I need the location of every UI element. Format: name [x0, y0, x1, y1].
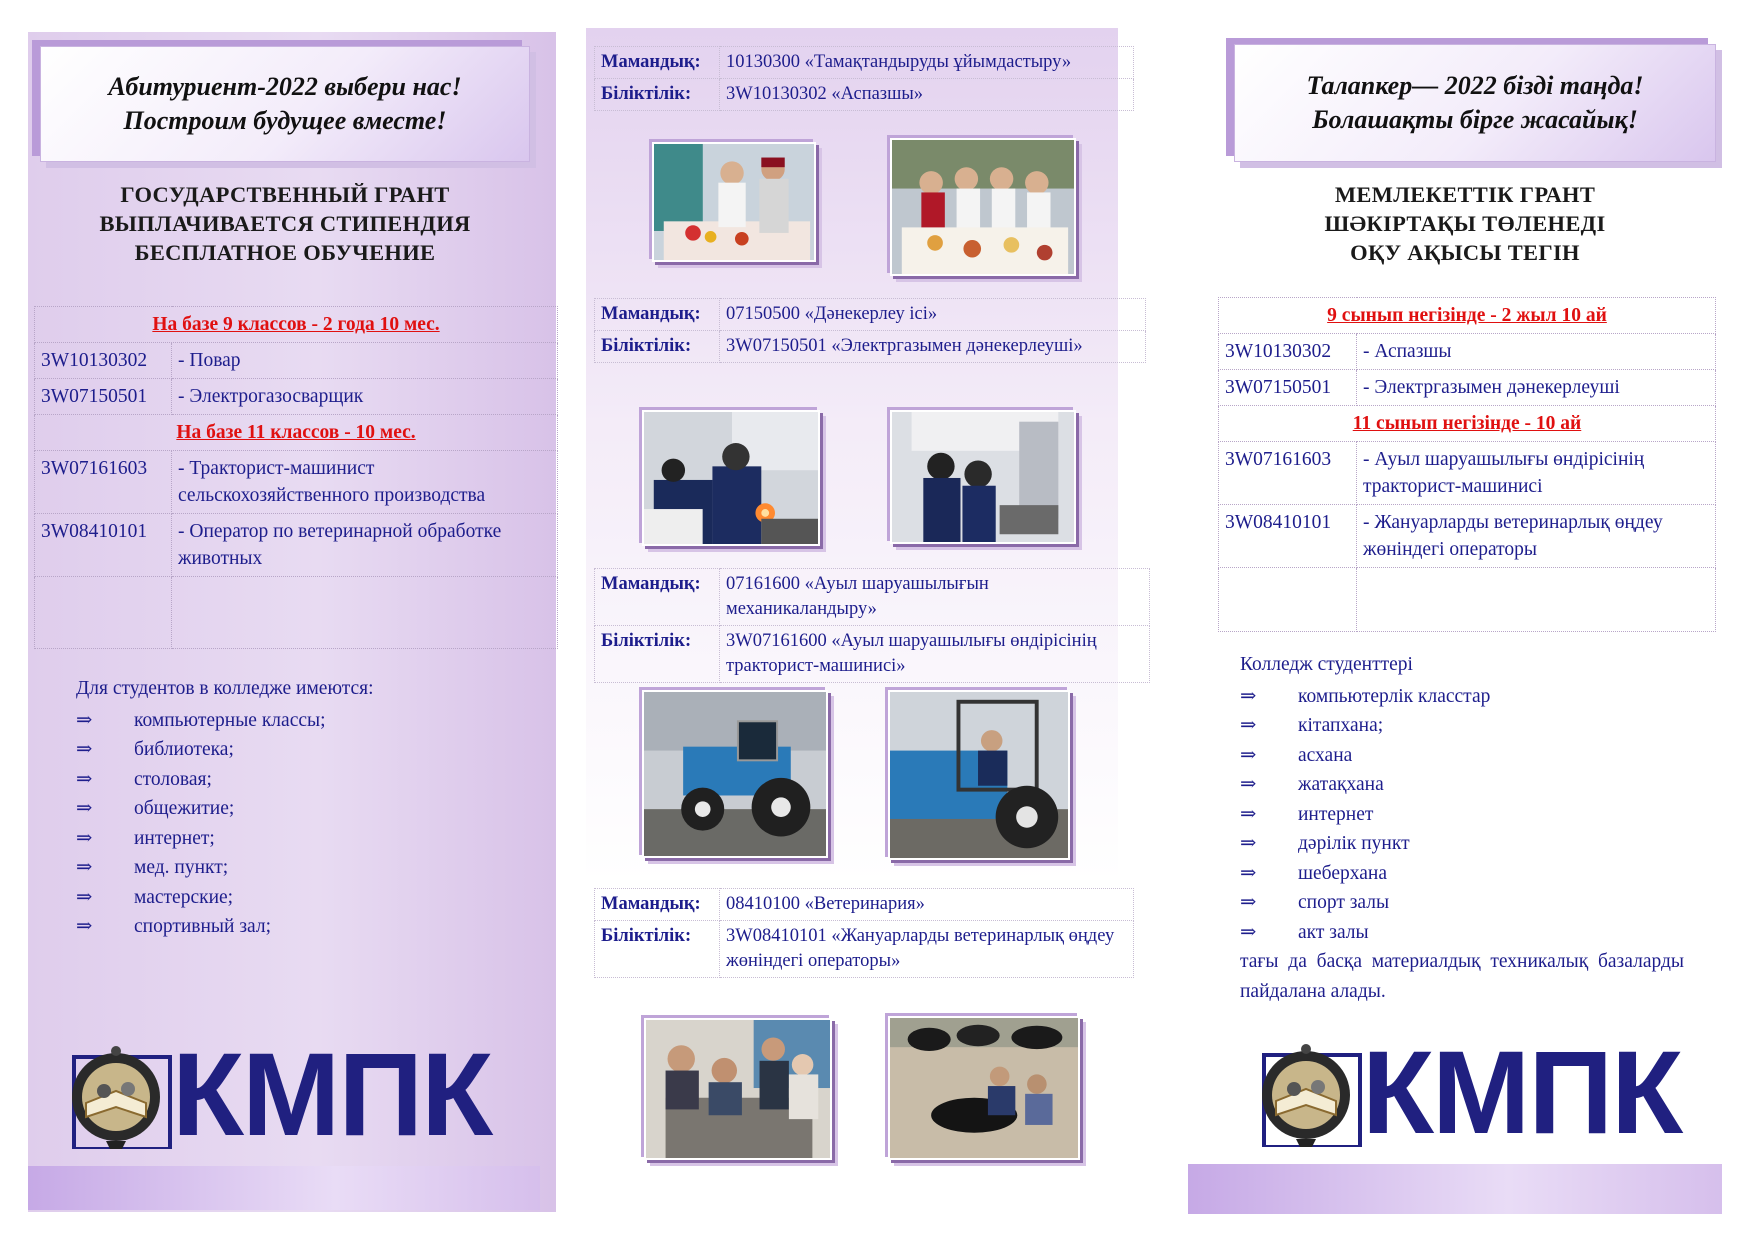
left-title-line-2: Построим будущее вместе! — [123, 106, 447, 135]
program-code: 3W07161603 — [1219, 442, 1357, 505]
arrow-bullet-icon: ⇒ — [76, 857, 93, 878]
list-item: ⇒ спортивный зал; — [76, 912, 516, 942]
table-row — [35, 514, 558, 577]
qualification-label: Біліктілік: — [595, 626, 720, 683]
specialty-value: 10130300 «Тамақтандыруды ұйымдастыру» — [720, 47, 1134, 79]
table-row — [595, 299, 1146, 331]
table-row — [1219, 505, 1716, 568]
left-college-logo — [66, 1029, 492, 1161]
list-item: ⇒ интернет; — [76, 824, 516, 854]
arrow-bullet-icon: ⇒ — [76, 768, 93, 790]
arrow-bullet-icon: ⇒ — [76, 798, 93, 819]
table-row — [595, 47, 1134, 79]
table-row — [1219, 334, 1716, 370]
program-code: 3W10130302 — [35, 343, 172, 379]
table-row — [1219, 442, 1716, 505]
qualification-label: Біліктілік: — [595, 79, 720, 111]
left-footer-bar — [28, 1166, 540, 1210]
logo-text: КМПК — [172, 1029, 492, 1161]
list-item: ⇒ библиотека; — [76, 735, 516, 765]
specialty-value: 08410100 «Ветеринария» — [720, 889, 1134, 921]
program-name: - Ауыл шаруашылығы өндірісінің тракторист-машинисі — [1357, 442, 1716, 505]
arrow-bullet-icon: ⇒ — [1240, 803, 1257, 825]
program-code: 3W07150501 — [1219, 370, 1357, 406]
spec-table-tractor — [594, 568, 1150, 683]
right-title-line-2: Болашақты бірге жасайық! — [1312, 105, 1638, 134]
arrow-bullet-icon: ⇒ — [76, 827, 93, 849]
right-title-line-1: Талапкер— 2022 бізді таңда! — [1306, 71, 1644, 100]
right-base11-header: 11 сынып негізінде - 10 ай — [1219, 406, 1716, 442]
table-row — [595, 331, 1146, 363]
arrow-bullet-icon: ⇒ — [1240, 892, 1257, 913]
list-item: ⇒ компьютерные классы; — [76, 706, 516, 736]
specialty-label: Мамандық: — [595, 889, 720, 921]
qualification-value: 3W07150501 «Электргазымен дәнекерлеуші» — [720, 331, 1146, 363]
photo-cooking-table — [890, 138, 1076, 276]
right-heading-line-1: МЕМЛЕКЕТТІК ГРАНТ — [1334, 182, 1596, 207]
right-college-logo — [1256, 1027, 1682, 1159]
list-item: ⇒ дәрілік пункт — [1240, 829, 1684, 859]
list-item: ⇒ жатақхана — [1240, 770, 1684, 800]
table-row — [35, 451, 558, 514]
photo-blue-tractor — [642, 690, 828, 858]
left-facilities-list — [76, 674, 516, 942]
program-name: - Оператор по ветеринарной обработке животных — [172, 514, 558, 577]
specialty-value: 07161600 «Ауыл шаруашылығын механикаландыру» — [720, 569, 1150, 626]
photo-welding-workshop — [642, 410, 820, 546]
arrow-bullet-icon: ⇒ — [1240, 862, 1257, 884]
table-row — [35, 379, 558, 415]
list-item: ⇒ асхана — [1240, 741, 1684, 771]
spec-table-welding — [594, 298, 1146, 363]
left-schedule-table — [34, 306, 558, 649]
program-name: - Повар — [172, 343, 558, 379]
photo-vet-cattle — [888, 1016, 1080, 1160]
arrow-bullet-icon: ⇒ — [76, 916, 93, 937]
program-name: - Электргазымен дәнекерлеуші — [1357, 370, 1716, 406]
program-code: 3W07161603 — [35, 451, 172, 514]
table-row — [595, 626, 1150, 683]
qualification-value: 3W10130302 «Аспазшы» — [720, 79, 1134, 111]
table-row — [35, 343, 558, 379]
list-item: ⇒ шеберхана — [1240, 859, 1684, 889]
left-base9-header: На базе 9 классов - 2 года 10 мес. — [35, 307, 558, 343]
left-base11-header: На базе 11 классов - 10 мес. — [35, 415, 558, 451]
qualification-value: 3W07161600 «Ауыл шаруашылығы өндірісінің тракторист-машинисі» — [720, 626, 1150, 683]
arrow-bullet-icon: ⇒ — [76, 886, 93, 908]
photo-tractor-driver — [888, 690, 1070, 860]
table-row — [595, 569, 1150, 626]
program-name: - Электрогазосварщик — [172, 379, 558, 415]
arrow-bullet-icon: ⇒ — [76, 739, 93, 760]
arrow-bullet-icon: ⇒ — [1240, 685, 1257, 707]
photo-welders — [890, 410, 1076, 544]
list-item: ⇒ мастерские; — [76, 883, 516, 913]
table-row-empty — [35, 577, 558, 649]
logo-text: КМПК — [1362, 1027, 1682, 1159]
arrow-bullet-icon: ⇒ — [1240, 774, 1257, 795]
right-footer-bar — [1188, 1164, 1722, 1214]
table-row-empty — [1219, 568, 1716, 632]
globe-emblem-icon — [66, 1041, 172, 1149]
list-item: ⇒ компьютерлік класстар — [1240, 682, 1684, 712]
specialty-label: Мамандық: — [595, 47, 720, 79]
left-title-box — [40, 46, 530, 162]
left-facilities-label: Для студентов в колледже имеются: — [76, 678, 374, 699]
right-heading — [1222, 180, 1708, 267]
left-heading-line-3: БЕСПЛАТНОЕ ОБУЧЕНИЕ — [134, 240, 436, 265]
arrow-bullet-icon: ⇒ — [1240, 744, 1257, 766]
arrow-bullet-icon: ⇒ — [1240, 715, 1257, 736]
right-facilities-list — [1240, 650, 1684, 1006]
arrow-bullet-icon: ⇒ — [76, 709, 93, 731]
right-facilities-tail: тағы да басқа материалдық техникалық базаларды пайдалана алады. — [1240, 951, 1684, 1002]
spec-table-cook — [594, 46, 1134, 111]
list-item: ⇒ кітапхана; — [1240, 711, 1684, 741]
photo-vet-class — [644, 1018, 832, 1160]
program-name: - Жануарларды ветеринарлық өңдеу жөніндегі операторы — [1357, 505, 1716, 568]
qualification-label: Біліктілік: — [595, 331, 720, 363]
table-row — [595, 79, 1134, 111]
right-title-box — [1234, 44, 1716, 162]
left-heading — [40, 180, 530, 267]
globe-emblem-icon — [1256, 1039, 1362, 1147]
left-title-line-1: Абитуриент-2022 выбери нас! — [108, 72, 462, 101]
program-code: 3W08410101 — [1219, 505, 1357, 568]
qualification-label: Біліктілік: — [595, 921, 720, 978]
right-facilities-label: Колледж студенттері — [1240, 654, 1413, 675]
arrow-bullet-icon: ⇒ — [1240, 921, 1257, 943]
right-base9-header: 9 сынып негізінде - 2 жыл 10 ай — [1219, 298, 1716, 334]
program-name: - Тракторист-машинист сельскохозяйственного производства — [172, 451, 558, 514]
specialty-label: Мамандық: — [595, 569, 720, 626]
specialty-value: 07150500 «Дәнекерлеу ісі» — [720, 299, 1146, 331]
program-code: 3W10130302 — [1219, 334, 1357, 370]
table-row — [595, 921, 1134, 978]
table-row — [1219, 370, 1716, 406]
arrow-bullet-icon: ⇒ — [1240, 833, 1257, 854]
right-heading-line-3: ОҚУ АҚЫСЫ ТЕГІН — [1350, 240, 1580, 265]
left-heading-line-1: ГОСУДАРСТВЕННЫЙ ГРАНТ — [120, 182, 450, 207]
spec-table-veterinary — [594, 888, 1134, 978]
left-heading-line-2: ВЫПЛАЧИВАЕТСЯ СТИПЕНДИЯ — [99, 211, 471, 236]
program-code: 3W07150501 — [35, 379, 172, 415]
program-name: - Аспазшы — [1357, 334, 1716, 370]
list-item: ⇒ акт залы — [1240, 918, 1684, 948]
right-schedule-table — [1218, 297, 1716, 632]
list-item: ⇒ столовая; — [76, 765, 516, 795]
program-code: 3W08410101 — [35, 514, 172, 577]
list-item: ⇒ мед. пункт; — [76, 853, 516, 883]
table-row — [595, 889, 1134, 921]
specialty-label: Мамандық: — [595, 299, 720, 331]
photo-cooking-students — [652, 142, 816, 262]
list-item: ⇒ спорт залы — [1240, 888, 1684, 918]
list-item: ⇒ интернет — [1240, 800, 1684, 830]
right-heading-line-2: ШӘКІРТАҚЫ ТӨЛЕНЕДІ — [1324, 211, 1606, 236]
list-item: ⇒ общежитие; — [76, 794, 516, 824]
qualification-value: 3W08410101 «Жануарларды ветеринарлық өңдеу жөніндегі операторы» — [720, 921, 1134, 978]
